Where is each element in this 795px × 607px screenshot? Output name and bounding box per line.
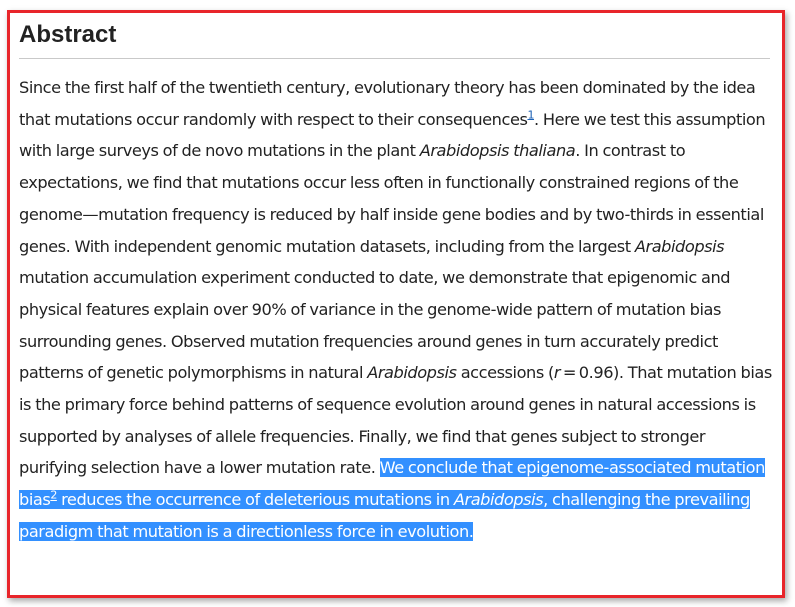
abstract-text[interactable]: . Here we test this assumption with large surveys of de novo mutations in the plant	[19, 109, 766, 161]
abstract-text[interactable]: , challenging the prevailing paradigm that mutation is a directionless force in evolution.	[19, 490, 750, 541]
genus-name[interactable]: Arabidopsis	[367, 363, 457, 383]
abstract-text[interactable]: . In contrast to expectations, we find that mutations occur less often in functionally constrained regions of the genome—mutation frequency is reduced by half inside gene bodies and by two-thirds in essential genes. With independent genomic mutation datasets, including from the largest	[19, 141, 764, 256]
genus-name[interactable]: Arabidopsis	[634, 236, 725, 256]
abstract-text[interactable]: accessions (	[456, 363, 554, 383]
heading-divider	[19, 58, 770, 59]
abstract-section	[7, 10, 785, 598]
abstract-heading: Abstract	[19, 21, 117, 48]
abstract-text[interactable]: Since the first half of the twentieth century, evolutionary theory has been dominated by the idea that mutations occur randomly with respect to their consequences	[19, 78, 756, 129]
abstract-text[interactable]: mutation accumulation experiment conducted to date, we demonstrate that epigenomic and physical features explain over 90% of variance in the genome-wide pattern of mutation bias surrounding genes. Observed mutation frequencies around genes in turn accurately predict patterns of genetic polymorphisms in natural	[19, 268, 731, 383]
abstract-text[interactable]: We conclude that epigenome-associated mutation bias	[19, 458, 765, 510]
species-name[interactable]: Arabidopsis thaliana	[419, 141, 576, 161]
citation-link-1[interactable]: 1	[527, 108, 535, 122]
abstract-text[interactable]: reduces the occurrence of deleterious mutations in	[56, 490, 454, 510]
abstract-paragraph[interactable]	[19, 72, 775, 548]
genus-name[interactable]: Arabidopsis	[453, 490, 544, 510]
r-symbol[interactable]: r	[553, 363, 561, 383]
abstract-text[interactable]: = 0.96). That mutation bias is the primary force behind patterns of sequence evolution around genes in natural accessions is supported by analyses of allele frequencies. Finally, we find that genes subject to stronger purifying selection have a lower mutation rate.	[19, 363, 772, 478]
citation-link-2[interactable]: 2	[50, 488, 57, 502]
